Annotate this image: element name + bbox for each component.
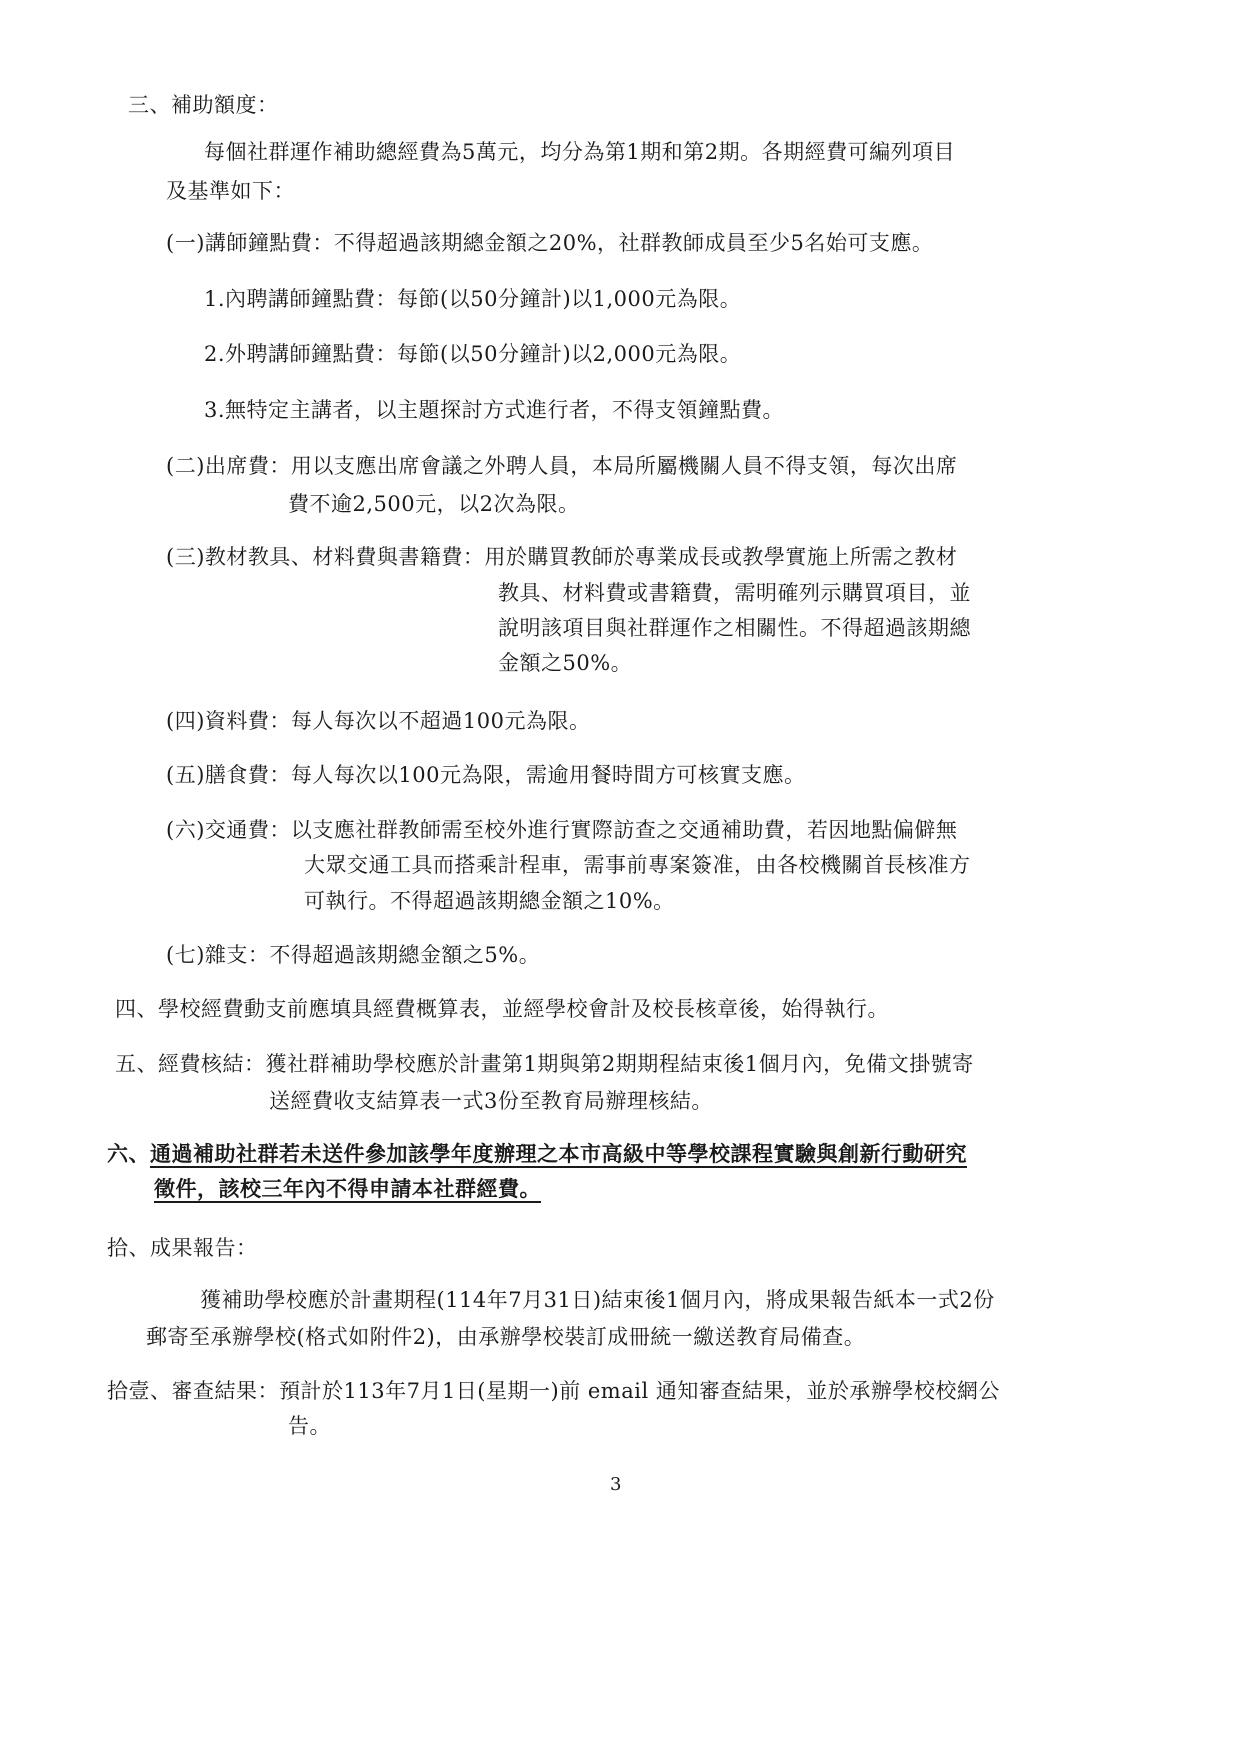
section-10-line-2: 郵寄至承辦學校(格式如附件2)，由承辦學校裝訂成冊統一繳送教育局備查。 (146, 1325, 866, 1349)
item-1-lecturer-fee: (一)講師鐘點費：不得超過該期總金額之20%，社群教師成員至少5名始可支應。 (166, 231, 934, 255)
section-3-heading: 三、補助額度： (128, 93, 279, 117)
item-2-attendance-fee-line-2: 費不逾2,500元，以2次為限。 (288, 492, 580, 516)
section-10-line-1: 獲補助學校應於計畫期程(114年7月31日)結束後1個月內，將成果報告紙本一式2份 (200, 1288, 995, 1312)
item-7-misc: (七)雜支：不得超過該期總金額之5%。 (166, 943, 541, 967)
section-6-prefix: 六、 (107, 1141, 150, 1166)
section-6-underlined-text-2: 徵件，該校三年內不得申請本社群經費。 (154, 1176, 541, 1201)
section-5-line-1: 五、經費核結：獲社群補助學校應於計畫第1期與第2期期程結束後1個月內，免備文掛號寄 (115, 1052, 974, 1076)
item-6-transport-line-3: 可執行。不得超過該期總金額之10%。 (304, 889, 675, 913)
section-6-underlined-text-1: 通過補助社群若未送件參加該學年度辦理之本市高級中等學校課程實驗與創新行動研究 (150, 1141, 967, 1166)
item-3-materials-line-1: (三)教材教具、材料費與書籍費：用於購買教師於專業成長或教學實施上所需之教材 (166, 545, 958, 569)
item-6-transport-line-1: (六)交通費：以支應社群教師需至校外進行實際訪查之交通補助費，若因地點偏僻無 (166, 818, 958, 842)
section-11-line-1: 拾壹、審查結果：預計於113年7月1日(星期一)前 email 通知審查結果，並於承辦學校校網公 (107, 1379, 1000, 1403)
item-1-sub-3: 3.無特定主講者，以主題探討方式進行者，不得支領鐘點費。 (204, 398, 785, 422)
section-11-line-2: 告。 (288, 1414, 331, 1438)
item-5-meal-fee: (五)膳食費：每人每次以100元為限，需逾用餐時間方可核實支應。 (166, 763, 806, 787)
section-3-intro-line-1: 每個社群運作補助總經費為5萬元，均分為第1期和第2期。各期經費可編列項目 (204, 140, 956, 164)
section-3-intro-line-2: 及基準如下： (166, 179, 295, 203)
section-6-line-1 (107, 1139, 967, 1169)
item-3-materials-line-4: 金額之50%。 (498, 651, 633, 675)
page-number: 3 (610, 1474, 622, 1495)
item-1-sub-1: 1.內聘講師鐘點費：每節(以50分鐘計)以1,000元為限。 (204, 287, 742, 311)
section-4: 四、學校經費動支前應填具經費概算表，並經學校會計及校長核章後，始得執行。 (115, 997, 889, 1021)
item-3-materials-line-2: 教具、材料費或書籍費，需明確列示購買項目，並 (498, 581, 971, 605)
item-1-sub-2: 2.外聘講師鐘點費：每節(以50分鐘計)以2,000元為限。 (204, 342, 742, 366)
item-2-attendance-fee-line-1: (二)出席費：用以支應出席會議之外聘人員，本局所屬機關人員不得支領，每次出席 (166, 454, 958, 478)
item-6-transport-line-2: 大眾交通工具而搭乘計程車，需事前專案簽准，由各校機關首長核准方 (304, 853, 971, 877)
section-6-line-2 (154, 1174, 541, 1204)
section-10-heading: 拾、成果報告： (107, 1236, 258, 1260)
section-5-line-2: 送經費收支結算表一式3份至教育局辦理核結。 (269, 1089, 713, 1113)
item-4-data-fee: (四)資料費：每人每次以不超過100元為限。 (166, 709, 591, 733)
item-3-materials-line-3: 說明該項目與社群運作之相關性。不得超過該期總 (498, 616, 971, 640)
